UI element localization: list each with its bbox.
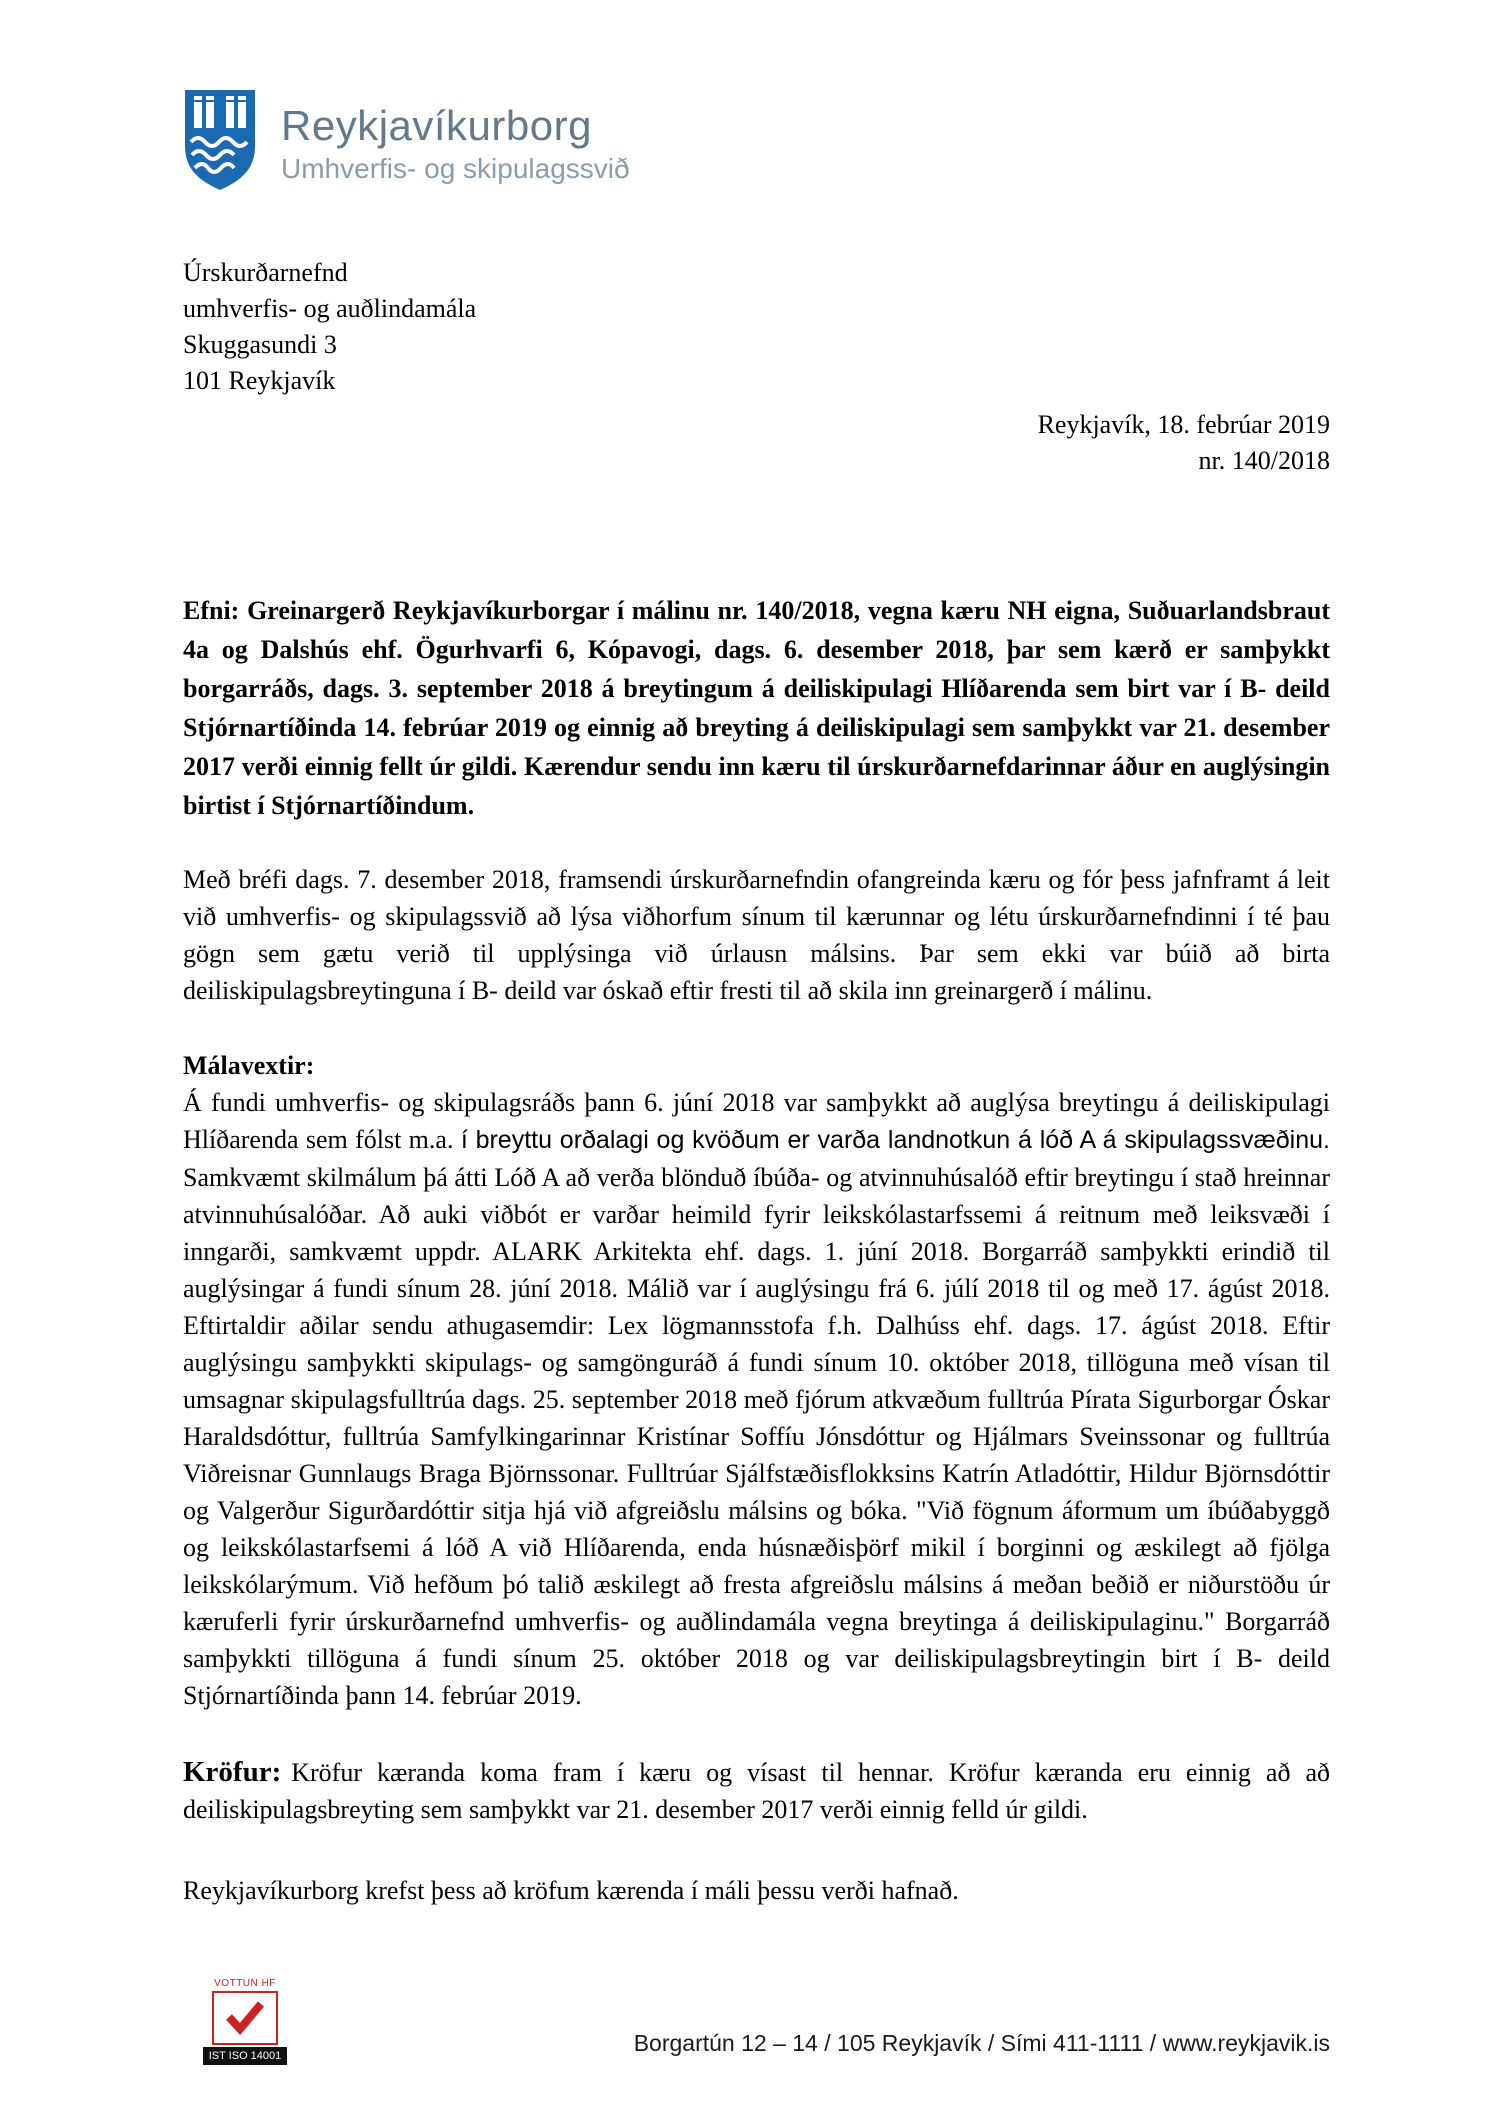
claims-label: Kröfur: — [183, 1756, 282, 1788]
iso-check-icon — [212, 1991, 278, 2045]
recipient-line: 101 Reykjavík — [183, 366, 336, 395]
footer-address: Borgartún 12 – 14 / 105 Reykjavík / Sími 411-1111 / www.reykjavik.is — [633, 2030, 1330, 2056]
subject-paragraph: Efni: Greinargerð Reykjavíkurborgar í málinu nr. 140/2018, vegna kæru NH eigna, Suðuarlandsbraut 4a og Dalshús ehf. Ögurhvarfi 6, Kópavogi, dags. 6. desember 2018, þar sem kærð er samþykkt borgarráðs, dags. 3. september 2018 á breytingum á deiliskipulagi Hlíðarenda sem birt var í B- deild Stjórnartíðinda 14. febrúar 2019 og einnig að breyting á deiliskipulagi sem samþykkt var 21. desember 2017 verði einnig fellt úr gildi. Kærendur sendu inn kæru til úrskurðarnefdarinnar áður en auglýsingin birtist í Stjórnartíðindum. — [183, 596, 1330, 820]
text-segment: Á fundi umhverfis- og skipulagsráðs þann 6. júní 2018 var samþykkt að auglýsa breytingu á deiliskipulagi Hlíðarenda sem fólst m.a. — [183, 1088, 1330, 1154]
claims-text: Kröfur kæranda koma fram í kæru og vísast til hennar. Kröfur kæranda eru einnig að að deiliskipulagsbreyting sem samþykkt var 21. desember 2017 verði einnig felld úr gildi. — [183, 1758, 1330, 1824]
section-heading: Málavextir: — [183, 1051, 315, 1080]
footer — [183, 1978, 1330, 2065]
logo-subtitle: Umhverfis- og skipulagssvið — [281, 153, 630, 184]
iso-top-label: VOTTUN HF — [214, 1978, 276, 1989]
closing-paragraph: Reykjavíkurborg krefst þess að kröfum kærenda í máli þessu verði hafnað. — [183, 1876, 959, 1905]
document-content — [183, 0, 1330, 1909]
claims-paragraph — [183, 1754, 1330, 1828]
reykjavik-logo — [183, 88, 1330, 199]
recipient-line: umhverfis- og auðlindamála — [183, 294, 477, 323]
recipient-line: Skuggasundi 3 — [183, 330, 337, 359]
case-number: nr. 140/2018 — [1198, 446, 1330, 475]
coat-of-arms-icon — [183, 88, 257, 199]
text-segment: í breyttu orðalagi og kvöðum er varða landnotkun á lóð A á skipulagssvæðinu. — [460, 1126, 1330, 1154]
logo-text — [281, 102, 630, 185]
recipient-block — [183, 255, 1330, 399]
logo-title: Reykjavíkurborg — [281, 102, 592, 149]
text-segment: Samkvæmt skilmálum þá átti Lóð A að verða blönduð íbúða- og atvinnuhúsalóð eftir breytingu í stað hreinnar atvinnuhúsalóðar. Að auki viðbót er varðar heimild fyrir leikskólastarfssemi á reitnum með leiksvæði í inngarði, samkvæmt uppdr. ALARK Arkitekta ehf. dags. 1. júní 2018. Borgarráð samþykkti erindið til auglýsingar á fundi sínum 28. júní 2018. Málið var í auglýsingu frá 6. júlí 2018 til og með 17. ágúst 2018. Eftirtaldir aðilar sendu athugasemdir: Lex lögmannsstofa f.h. Dalhúss ehf. dags. 17. ágúst 2018. Eftir auglýsingu samþykkti skipulags- og samgönguráð á fundi sínum 10. október 2018, tillöguna með vísan til umsagnar skipulagsfulltrúa dags. 25. september 2018 með fjórum atkvæðum fulltrúa Pírata Sigurborgar Óskar Haraldsdóttur, fulltrúa Samfylkingarinnar Kristínar Soffíu Jónsdóttur og Hjálmars Sveinssonar og fulltrúa Viðreisnar Gunnlaugs Braga Björnssonar. Fulltrúar Sjálfstæðisflokksins Katrín Atladóttir, Hildur Björnsdóttir og Valgerður Sigurðardóttir sitja hjá við afgreiðslu málsins og bóka. "Við fögnum áformum um íbúðabyggð og leikskólastarfsemi á lóð A við Hlíðarenda, enda húsnæðisþörf mikil í borginni og æskilegt að fjölga leikskólarýmum. Við hefðum þó talið æskilegt að fresta afgreiðslu málsins á meðan beðið er niðurstöðu úr kæruferli fyrir úrskurðarnefnd umhverfis- og auðlindamála vegna breytinga á deiliskipulaginu." Borgarráð samþykkti tillöguna á fundi sínum 25. október 2018 og var deiliskipulagsbreytingin birt í B- deild Stjórnartíðinda þann 14. febrúar 2019. — [183, 1163, 1330, 1710]
place-date: Reykjavík, 18. febrúar 2019 — [1037, 410, 1330, 439]
recipient-line: Úrskurðarnefnd — [183, 258, 348, 287]
iso-bottom-label: IST ISO 14001 — [203, 2047, 287, 2065]
case-history-paragraph — [183, 1084, 1330, 1714]
intro-paragraph: Með bréfi dags. 7. desember 2018, framsendi úrskurðarnefndin ofangreinda kæru og fór þess jafnframt á leit við umhverfis- og skipulagssvið að lýsa viðhorfum sínum til kærunnar og létu úrskurðarnefndinni í té þau gögn sem gætu verið til upplýsinga við úrlausn málsins. Þar sem ekki var búið að birta deiliskipulagsbreytinguna í B- deild var óskað eftir fresti til að skila inn greinargerð í málinu. — [183, 865, 1330, 1005]
iso-certification-mark — [203, 1978, 287, 2065]
dateline — [183, 407, 1330, 479]
